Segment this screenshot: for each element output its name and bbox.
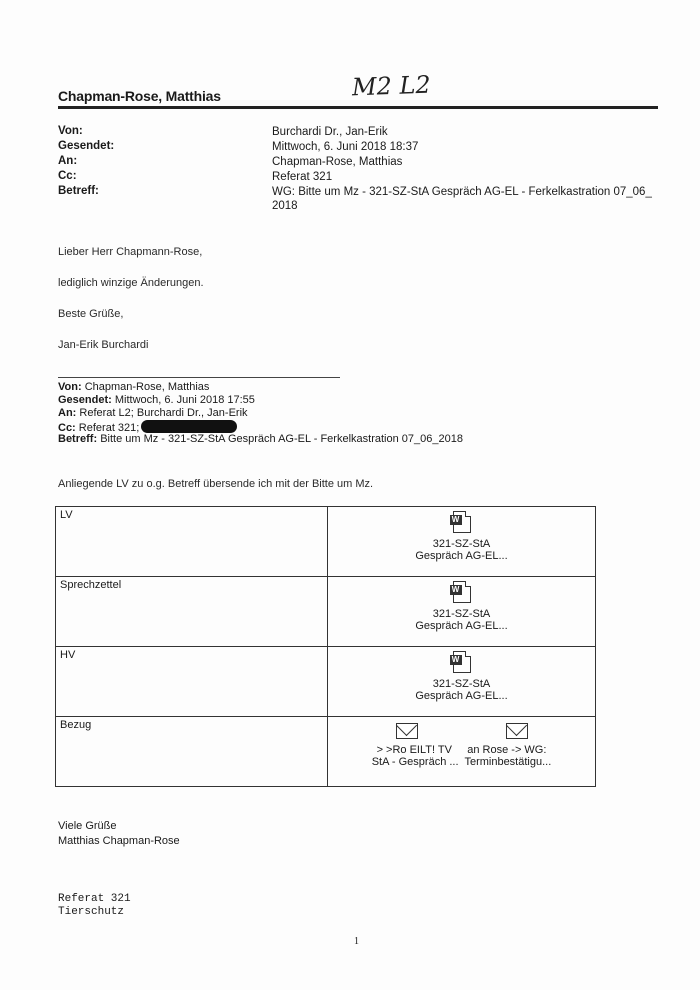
bezug-attachments[interactable]: [328, 717, 596, 787]
fwd-von: Von: Chapman-Rose, Matthias: [58, 381, 210, 393]
fwd-cc: Cc: Referat 321;: [58, 420, 237, 434]
attachment-file[interactable]: [328, 647, 596, 717]
body-line: lediglich winzige Änderungen.: [58, 277, 204, 289]
header-name: Chapman-Rose, Matthias: [58, 88, 221, 104]
word-document-icon[interactable]: W: [453, 581, 471, 603]
meta-label-von: Von:: [58, 125, 83, 137]
attachment-name-line1: 321-SZ-StA: [432, 538, 491, 550]
signature-name: Matthias Chapman-Rose: [58, 835, 180, 847]
meta-value-gesendet: Mittwoch, 6. Juni 2018 18:37: [272, 141, 419, 153]
meta-label-gesendet: Gesendet:: [58, 140, 115, 152]
meta-value-an: Chapman-Rose, Matthias: [272, 156, 403, 168]
meta-label-an: An:: [58, 155, 78, 167]
fwd-betreff: Betreff: Bitte um Mz - 321-SZ-StA Gespräch AG-EL - Ferkelkastration 07_06_2018: [58, 433, 463, 445]
attachment-file[interactable]: [328, 577, 596, 647]
fwd-gesendet: Gesendet: Mittwoch, 6. Juni 2018 17:55: [58, 394, 255, 406]
attachment-name-line1: 321-SZ-StA: [432, 608, 491, 620]
meta-value-cc: Referat 321: [272, 171, 333, 183]
signature-greeting: Viele Grüße: [58, 820, 117, 832]
attachments-table: [55, 506, 596, 787]
bezug-name-line1: > >Ro EILT! TV an Rose -> WG:: [376, 744, 547, 756]
attachment-label: HV: [56, 647, 328, 717]
attachment-name-line2: Gespräch AG-EL...: [415, 620, 508, 632]
forward-separator: [58, 377, 340, 378]
closing: Beste Grüße,: [58, 308, 124, 320]
table-row: [56, 647, 596, 717]
envelope-icon[interactable]: [396, 723, 418, 739]
bezug-label: Bezug: [56, 717, 328, 787]
attachment-label: LV: [56, 507, 328, 577]
envelope-icon[interactable]: [506, 723, 528, 739]
handwritten-note: M2 L2: [351, 70, 432, 102]
fwd-an: An: Referat L2; Burchardi Dr., Jan-Erik: [58, 407, 248, 419]
meta-value-betreff: WG: Bitte um Mz - 321-SZ-StA Gespräch AG-EL - Ferkelkastration 07_06_ 2018: [272, 186, 652, 212]
meta-label-cc: Cc:: [58, 170, 77, 182]
attachment-label: Sprechzettel: [56, 577, 328, 647]
table-row: [56, 717, 596, 787]
forward-intro: Anliegende LV zu o.g. Betreff übersende ich mit der Bitte um Mz.: [58, 478, 374, 490]
page-number: 1: [354, 936, 359, 947]
bezug-name-line2: StA - Gespräch ... Terminbestätigu...: [371, 756, 552, 768]
attachment-name-line2: Gespräch AG-EL...: [415, 550, 508, 562]
header-rule: [58, 106, 658, 109]
meta-label-betreff: Betreff:: [58, 185, 99, 197]
attachment-name-line1: 321-SZ-StA: [432, 678, 491, 690]
footer-dept: Tierschutz: [58, 906, 125, 918]
attachment-name-line2: Gespräch AG-EL...: [415, 690, 508, 702]
sender-name: Jan-Erik Burchardi: [58, 339, 149, 351]
redaction-mark: [141, 420, 237, 433]
attachment-file[interactable]: [328, 507, 596, 577]
word-document-icon[interactable]: W: [453, 511, 471, 533]
meta-value-von: Burchardi Dr., Jan-Erik: [272, 126, 388, 138]
footer-unit: Referat 321: [58, 893, 131, 905]
word-document-icon[interactable]: W: [453, 651, 471, 673]
greeting: Lieber Herr Chapmann-Rose,: [58, 246, 203, 258]
table-row: [56, 577, 596, 647]
table-row: [56, 507, 596, 577]
